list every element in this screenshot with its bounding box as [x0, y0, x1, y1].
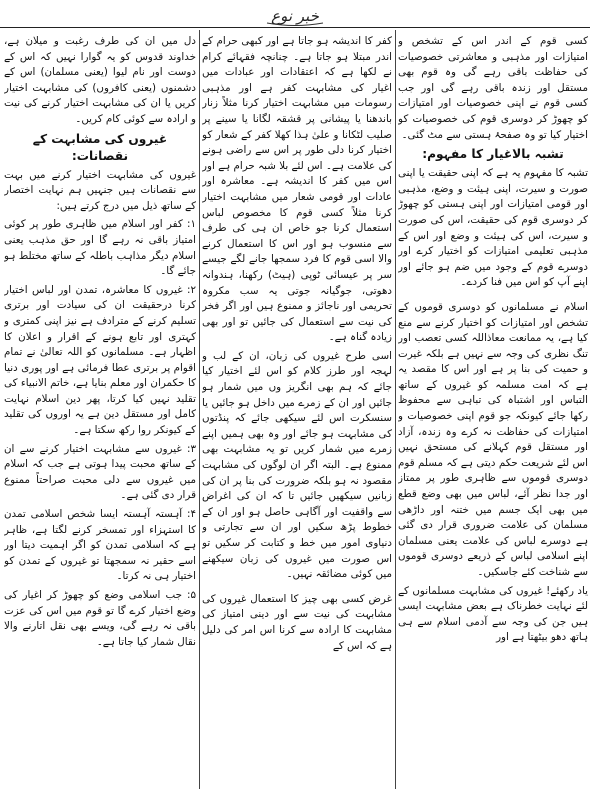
paragraph: غرض کسی بھی چیز کا استعمال غیروں کی مشابہت کی نیت سے اور دینی امتیاز کی مشابہت کا ارادہ سے کرنا اس امر کی دلیل ہے کہ اس کے: [202, 592, 392, 652]
paragraph: کفر کا اندیشہ ہو جاتا ہے اور کبھی حرام کے اندر مبتلا ہو جاتا ہے۔ چنانچہ فقہائے کرام نے لکھا ہے کہ اعتقادات اور عبادات میں اغیار کی مشابہت کفر ہے اور مذہبی رسومات میں مشابہت اختیار کرنا مثلاً زنار باندھنا یا پیشانی پر قشقہ لگانا یا سینے پر صلیب لٹکانا و علیٰ ہذا کھلا کفر کے شعار کو اختیار کرنا دلی طور پر اس سے راضی ہونے کی علامت ہے۔ اس لئے بلا شبہ حرام ہے اور اس میں کفر کا اندیشہ ہے۔ معاشرہ اور عادات اور قومی شعار میں مشابہت اختیار کرنا مثلاً کسی قوم کا مخصوص لباس استعمال کرنا جو خاص ان ہی کی طرف سے منسوب ہو اور اس کا استعمال کرنے والا اسی قوم کا فرد سمجھا جانے لگے جیسے سر پر عیسائی ٹوپی (ہیٹ) رکھنا، ہندوانہ دھوتی، جوگیانہ جوتی یہ سب مکروہ تحریمی اور ناجائز و ممنوع ہیں اور اگر فخر کی نیت سے استعمال کی جائیں تو اور بھی زیادہ گناہ ہے۔: [202, 35, 392, 344]
paragraph: ۲: غیروں کا معاشرہ، تمدن اور لباس اختیار کرنا درحقیقت ان کی سیادت اور برتری تسلیم کرنے کے مترادف ہے نیز اپنی کمتری و کہتری اور تابع ہونے کے اقرار و اعلان کا اظہار ہے۔ مسلمانوں کو اللہ تعالیٰ نے تمام اقوام پر برتری عطا فرمائی ہے اور پوری دنیا کا حکمران اور معلم بنایا ہے، خاتم الانبیاء کی تقلید نہیں کیا کرتا، پھر دین اسلام نہایت کامل اور مستقل دین ہے یہ اوروں کی تقلید کے کیونکر روا رکھ سکتا ہے۔: [4, 283, 196, 437]
column-right: [398, 34, 588, 786]
header-rule: [0, 27, 590, 28]
column-divider: [395, 30, 396, 789]
section-heading: غیروں کی مشابہت کے نقصانات:: [32, 131, 168, 163]
paragraph: دل میں ان کی طرف رغبت و میلان ہے، خداوند قدوس کو یہ گوارا نہیں کہ اس کے دوست اور نام لیوا (یعنی مسلمان) اس کے دشمنوں (یعنی کافروں) کی مشابہت اختیار کریں یا ان کی مشابہت اختیار کرنے کی نیت و ارادہ سے کوئی کام کریں۔: [4, 35, 196, 125]
paragraph: غیروں کی مشابہت اختیار کرنے میں بہت سے نقصانات ہیں جنہیں ہم نہایت اختصار کے ساتھ ذیل میں درج کرتے ہیں:: [4, 168, 196, 212]
paragraph: ۱: کفر اور اسلام میں ظاہری طور پر کوئی امتیاز باقی نہ رہے گا اور حق مذہب یعنی اسلام دیگر مذاہب باطلہ کے ساتھ مختلط ہو جائے گا۔: [4, 218, 196, 278]
paragraph: ۵: جب اسلامی وضع کو چھوڑ کر اغیار کی وضع اختیار کرے گا تو قوم میں اس کی عزت باقی نہ رہے گی، ویسے بھی نقل اتارنے والا نقال شمار کیا جاتا ہے۔: [4, 589, 196, 648]
column-middle: [202, 34, 392, 786]
paragraph: یاد رکھئے! غیروں کی مشابہت مسلمانوں کے لئے نہایت خطرناک ہے بعض مشابہت ایسی ہیں جن کی وجہ سے آدمی اسلام سے ہی ہاتھ دھو بیٹھتا ہے اور: [398, 584, 588, 644]
paragraph: اسی طرح غیروں کی زبان، ان کے لب و لہجہ اور طرز کلام کو اس لئے اختیار کیا جائے کہ ہم بھی انگریز وں میں شمار ہو جائیں اور ان کے زمرے میں داخل ہو جائیں یا سنسکرت اس لئے سیکھی جائے کہ پنڈتوں کی مشابہت ہو جائے اور وہ بھی ہمیں اپنے زمرے میں شمار کریں تو یہ مشابہت بھی ممنوع ہے۔ البتہ اگر ان لوگوں کی مشابہت مقصود نہ ہو بلکہ ضرورت کی بنا پر ان کی زبانیں سیکھیں جائیں تا کہ ان کی اغراض سے واقفیت اور آگاہی حاصل ہو اور ان کے خطوط پڑھ سکیں اور ان سے تجارتی و دنیاوی امور میں خط و کتابت کر سکیں تو اس صورت میں غیروں کی زبان سیکھنے میں کوئی مضائقہ نہیں۔: [202, 349, 392, 581]
section-heading: تشبہ بالاغیار کا مفہوم:: [422, 147, 564, 162]
paragraph: ۴: آہستہ آہستہ ایسا شخص اسلامی تمدن کا استہزاء اور تمسخر کرنے لگتا ہے، ظاہر ہے کہ اسلامی تمدن کو اگر اہمیت دیتا اور اسے حقیر نہ سمجھتا تو غیروں کے تمدن کو اختیار ہی نہ کرتا۔: [4, 508, 196, 583]
paragraph: تشبہ کا مفہوم یہ ہے کہ اپنی حقیقت یا اپنی صورت و سیرت، اپنی ہیئت و وضع، مذہبی اور قومی امتیازات اور اپنی ہستی کو چھوڑ کر دوسری قوم کی حقیقت، اس کی صورت و سیرت، اس کی ہیئت و وضع اور اس کے مذہبی تعلیمی امتیازات کو اختیار کرے اور دوسرے قوم کے وجود میں ضم ہو جائے اور اپنے آپ کو اس میں فنا کردے۔: [398, 167, 588, 289]
column-left: [4, 34, 196, 786]
svg-text:خبر نوع: خبر نوع: [271, 7, 319, 25]
paragraph: کسی قوم کے اندر اس کے تشخص و امتیازات اور مذہبی و معاشرتی خصوصیات کی حفاظت باقی رہے گی وہ قوم بھی مستقل اور زندہ باقی رہے گی اور جب کسی قوم نے اپنی خصوصیات اور امتیازات کو چھوڑ کر دوسری قوم کی خصوصیات کو اختیار کیا تو وہ صفحۂ ہستی سے مٹ گئی۔: [398, 35, 588, 141]
header-title-logo: [263, 4, 327, 26]
header-title-calligraphy: [263, 4, 327, 26]
column-divider: [199, 30, 200, 789]
paragraph: اسلام نے مسلمانوں کو دوسری قوموں کے تشخص اور امتیازات کو اختیار کرنے سے منع کیا ہے، یہ ممانعت معاذاللہ کسی تعصب اور تنگ نظری کی وجہ سے نہیں ہے بلکہ غیرت و حمیت کی بنا پر ہے اور اس کا مقصد یہ ہے کہ امت مسلمہ کو غیروں کے ساتھ التباس اور اشتباہ کی تباہی سے محفوظ رکھا جائے کیونکہ جو قوم اپنی خصوصیات و امتیازات کی حفاظت نہ کرے وہ زندہ، آزاد اور مستقل قوم کہلانے کی مستحق نہیں اس لئے شریعت حکم دیتی ہے کہ مسلم قوم دوسری قوموں سے ظاہری طور پر ممتاز اور جدا نظر آئے، لباس میں بھی وضع قطع میں بھی ایک جسم میں ختنہ اور داڑھی مسلمان کی علامت ضروری قرار دی گئی ہے دوسرے لباس کی علامت یعنی مسلمان اپنے اسلامی لباس کے ذریعے دوسری قوموں سے شناخت کئے جاسکیں۔: [398, 300, 588, 578]
paragraph: ۳: غیروں سے مشابہت اختیار کرنے سے ان کے ساتھ محبت پیدا ہوتی ہے جب کہ اسلام میں غیروں سے دلی محبت صراحتاً ممنوع قرار دی گئی ہے۔: [4, 442, 196, 502]
